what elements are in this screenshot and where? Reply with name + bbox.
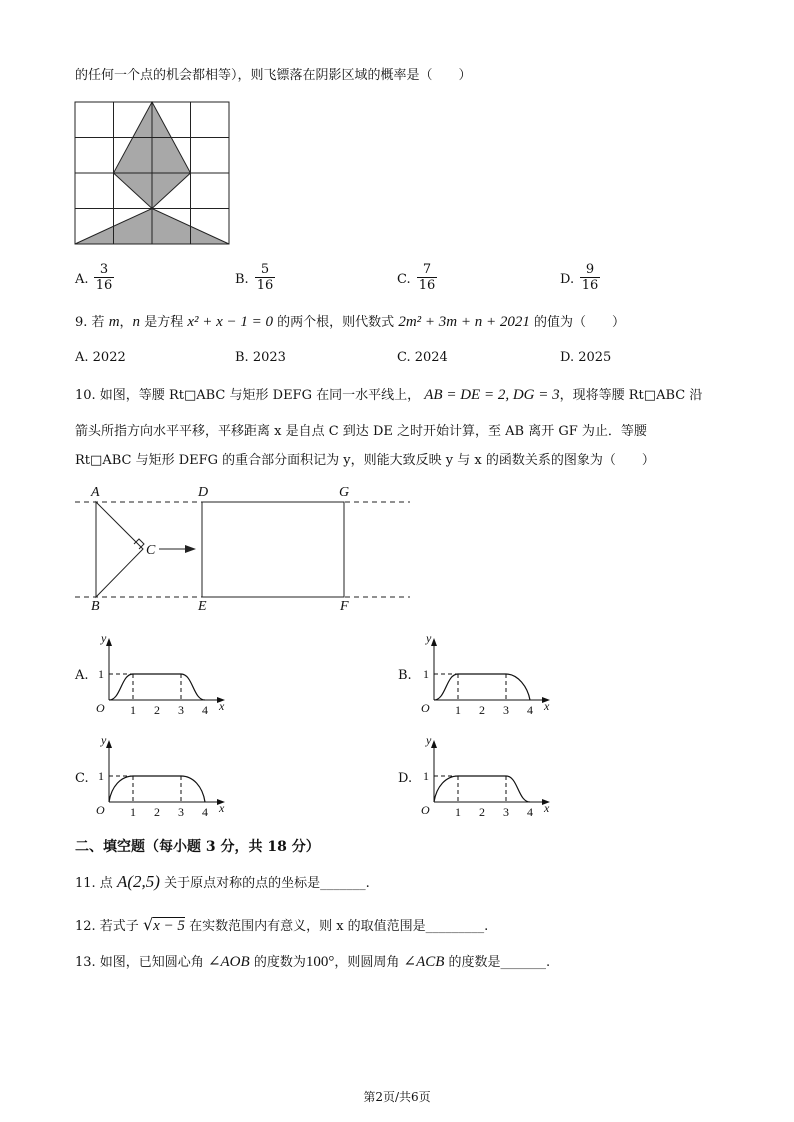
origin-label: O bbox=[421, 701, 430, 715]
label-a: A bbox=[91, 485, 100, 500]
x-tick-3: 3 bbox=[178, 805, 184, 819]
q13-angle-acb: ∠ACB bbox=[403, 954, 445, 970]
q10-line3-a: Rt bbox=[75, 453, 91, 468]
function-curve bbox=[109, 776, 205, 802]
label-g: G bbox=[339, 485, 350, 500]
origin-label: O bbox=[96, 803, 105, 817]
q8-option-b-label[interactable]: B. bbox=[235, 272, 249, 287]
q10-option-b-label[interactable]: B. bbox=[398, 668, 412, 683]
triangle-abc bbox=[96, 502, 143, 597]
q9-var-n: n bbox=[132, 314, 141, 330]
missing-glyph-icon: □ bbox=[183, 388, 197, 403]
q9-prefix: 9. 若 bbox=[75, 315, 105, 330]
x-tick-1: 1 bbox=[455, 805, 461, 819]
q11-point: A(2,5) bbox=[116, 872, 160, 891]
x-tick-4: 4 bbox=[202, 703, 208, 717]
arrow-right-icon bbox=[185, 545, 196, 553]
q11-prefix: 11. 点 bbox=[75, 876, 113, 891]
q10-option-c-label[interactable]: C. bbox=[75, 771, 89, 786]
q8-option-a-label[interactable]: A. bbox=[75, 272, 89, 287]
q12-tail: 在实数范围内有意义，则 x 的取值范围是_________. bbox=[189, 919, 489, 934]
q13-mid2: ，则圆周角 bbox=[334, 955, 400, 970]
y-axis-arrow-icon bbox=[106, 638, 112, 646]
y-axis-label: y bbox=[426, 631, 432, 645]
q10-line1-b: ABC 与矩形 DEFG 在同一水平线上， bbox=[196, 388, 421, 403]
dartboard-grid-figure bbox=[75, 102, 229, 244]
q9-option-c[interactable]: C. 2024 bbox=[397, 350, 448, 365]
function-curve bbox=[109, 674, 205, 700]
q9-comma: ， bbox=[119, 315, 133, 330]
x-tick-3: 3 bbox=[503, 703, 509, 717]
section-2-title: 二、填空题（每小题 3 分，共 18 分） bbox=[75, 839, 320, 855]
q9-stem bbox=[75, 314, 625, 331]
numerator: 5 bbox=[255, 262, 275, 278]
x-tick-2: 2 bbox=[154, 703, 160, 717]
x-tick-1: 1 bbox=[455, 703, 461, 717]
q8-option-b-fraction[interactable] bbox=[255, 262, 275, 293]
denominator: 16 bbox=[418, 278, 436, 293]
y-axis-label: y bbox=[101, 733, 107, 747]
origin-label: O bbox=[421, 803, 430, 817]
page-footer: 第2页/共6页 bbox=[363, 1090, 431, 1104]
x-axis-label: x bbox=[544, 801, 550, 815]
y-axis-arrow-icon bbox=[431, 740, 437, 748]
q9-mid1: 是方程 bbox=[144, 315, 184, 330]
x-tick-2: 2 bbox=[479, 703, 485, 717]
right-angle-mark bbox=[134, 539, 144, 549]
numerator: 9 bbox=[580, 262, 600, 278]
q13-stem bbox=[75, 954, 550, 971]
label-d: D bbox=[198, 485, 209, 500]
q13-prefix: 13. 如图，已知圆心角 bbox=[75, 955, 204, 970]
q8-stem-tail: 的任何一个点的机会都相等），则飞镖落在阴影区域的概率是（ ） bbox=[75, 68, 472, 83]
y-tick-1: 1 bbox=[423, 769, 429, 783]
y-axis-label: y bbox=[101, 631, 107, 645]
x-tick-3: 3 bbox=[178, 703, 184, 717]
q9-equation: x² + x − 1 = 0 bbox=[187, 314, 274, 330]
x-tick-2: 2 bbox=[154, 805, 160, 819]
q8-option-a-fraction[interactable] bbox=[94, 262, 114, 293]
y-tick-1: 1 bbox=[98, 769, 104, 783]
q9-option-d[interactable]: D. 2025 bbox=[560, 350, 612, 365]
missing-glyph-icon: □ bbox=[90, 453, 103, 468]
q9-mid2: 的两个根，则代数式 bbox=[277, 315, 395, 330]
rectangle-defg bbox=[202, 502, 344, 597]
q8-option-d-fraction[interactable] bbox=[580, 262, 600, 293]
q10-line2: 箭头所指方向水平平移，平移距离 x 是自点 C 到达 DE 之时开始计算，至 AB 离开 GF 为止．等腰 bbox=[75, 424, 647, 439]
q10-option-a-label[interactable]: A. bbox=[75, 668, 89, 683]
grid-lines bbox=[75, 102, 229, 244]
denominator: 16 bbox=[581, 278, 599, 293]
missing-glyph-icon: □ bbox=[643, 388, 657, 403]
q10-line3 bbox=[75, 453, 655, 469]
q10-option-b-graph[interactable] bbox=[418, 632, 553, 717]
q9-expression: 2m² + 3m + n + 2021 bbox=[398, 314, 530, 330]
q9-option-b[interactable]: B. 2023 bbox=[235, 350, 286, 365]
sqrt-icon: √ bbox=[142, 915, 154, 934]
q9-option-a[interactable]: A. 2022 bbox=[75, 350, 126, 365]
q13-tail: 的度数是_______. bbox=[448, 955, 551, 970]
function-curve bbox=[434, 776, 530, 802]
x-tick-1: 1 bbox=[130, 805, 136, 819]
x-axis-label: x bbox=[219, 801, 225, 815]
q12-radicand: x − 5 bbox=[153, 918, 185, 934]
q8-option-d-label[interactable]: D. bbox=[560, 272, 575, 287]
q10-line1-d: ABC 沿 bbox=[656, 388, 703, 403]
q10-equation: AB = DE = 2, DG = 3 bbox=[424, 387, 560, 403]
q9-tail: 的值为（ ） bbox=[534, 315, 626, 330]
x-tick-4: 4 bbox=[527, 703, 533, 717]
function-curve bbox=[434, 674, 530, 700]
x-tick-3: 3 bbox=[503, 805, 509, 819]
x-tick-1: 1 bbox=[130, 703, 136, 717]
q10-translation-figure bbox=[75, 483, 415, 613]
q10-line1-a: 10. 如图，等腰 Rt bbox=[75, 388, 184, 403]
x-tick-2: 2 bbox=[479, 805, 485, 819]
q10-line1-c: ，现将等腰 Rt bbox=[559, 388, 644, 403]
q10-option-a-graph[interactable] bbox=[93, 632, 228, 717]
q13-mid1: 的度数为 bbox=[253, 955, 306, 970]
y-tick-1: 1 bbox=[423, 667, 429, 681]
q10-line1 bbox=[75, 387, 702, 404]
y-axis-arrow-icon bbox=[431, 638, 437, 646]
q12-stem bbox=[75, 917, 488, 935]
q10-option-d-label[interactable]: D. bbox=[398, 771, 413, 786]
label-c: C bbox=[146, 543, 156, 558]
denominator: 16 bbox=[256, 278, 274, 293]
y-tick-1: 1 bbox=[98, 667, 104, 681]
x-axis-label: x bbox=[219, 699, 225, 713]
q11-tail: 关于原点对称的点的坐标是_______. bbox=[164, 876, 370, 891]
numerator: 7 bbox=[417, 262, 437, 278]
x-axis-label: x bbox=[544, 699, 550, 713]
y-axis-label: y bbox=[426, 733, 432, 747]
q13-angle-aob: ∠AOB bbox=[207, 954, 250, 970]
q10-line3-b: ABC 与矩形 DEFG 的重合部分面积记为 y，则能大致反映 y 与 x 的函数关系的图象为（ ） bbox=[102, 453, 655, 468]
q10-option-d-graph[interactable] bbox=[418, 734, 553, 819]
x-tick-4: 4 bbox=[527, 805, 533, 819]
numerator: 3 bbox=[94, 262, 114, 278]
q8-option-c-label[interactable]: C. bbox=[397, 272, 411, 287]
q10-option-c-graph[interactable] bbox=[93, 734, 228, 819]
origin-label: O bbox=[96, 701, 105, 715]
q11-stem bbox=[75, 874, 370, 892]
denominator: 16 bbox=[95, 278, 113, 293]
q12-prefix: 12. 若式子 bbox=[75, 919, 139, 934]
label-f: F bbox=[340, 599, 349, 614]
q13-degree: 100° bbox=[305, 954, 335, 970]
label-e: E bbox=[198, 599, 207, 614]
q8-option-c-fraction[interactable] bbox=[417, 262, 437, 293]
x-tick-4: 4 bbox=[202, 805, 208, 819]
q9-var-m: m bbox=[108, 314, 120, 330]
y-axis-arrow-icon bbox=[106, 740, 112, 748]
label-b: B bbox=[91, 599, 100, 614]
